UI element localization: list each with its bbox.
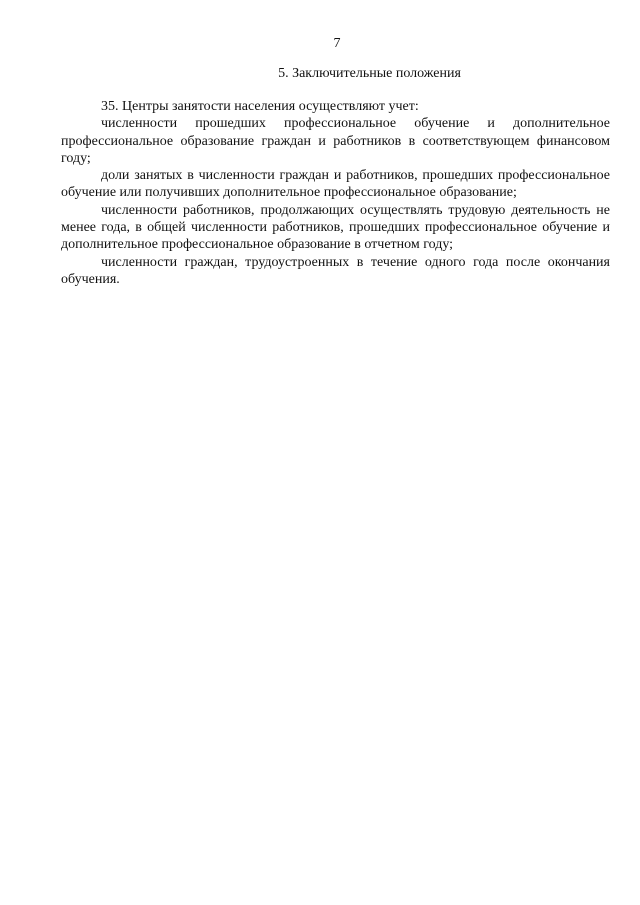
paragraph: 35. Центры занятости населения осуществляют учет: (101, 99, 419, 114)
section-heading: 5. Заключительные положения (278, 66, 461, 81)
paragraph: доли занятых в численности граждан и работников, прошедших профессиональное обучение или получивших дополнительное профессиональное образование; (61, 168, 610, 201)
page-number: 7 (333, 36, 341, 51)
document-body (61, 98, 610, 288)
paragraph: численности прошедших профессиональное обучение и дополнительное профессиональное образование граждан и работников в соответствующем финансовом году; (61, 116, 610, 166)
paragraph: численности работников, продолжающих осуществлять трудовую деятельность не менее года, в общей численности работников, прошедших профессиональное обучение и дополнительное профессиональное образование в отчетном году; (61, 202, 610, 253)
paragraph: численности граждан, трудоустроенных в течение одного года после окончания обучения. (61, 254, 610, 287)
